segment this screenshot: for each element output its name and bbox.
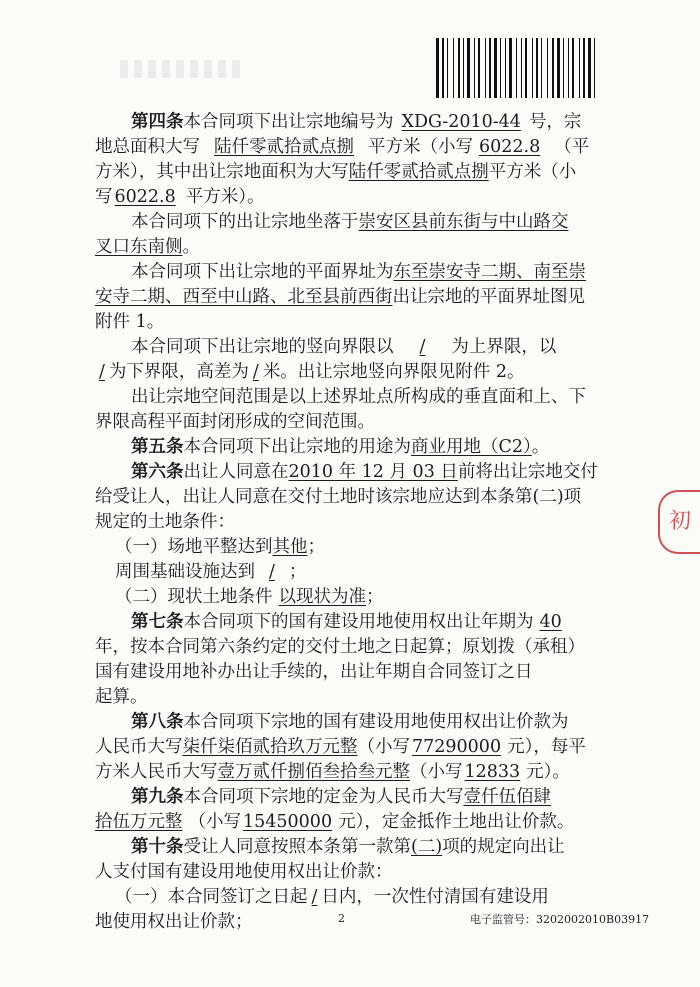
barcode-bar [539,38,540,98]
parcel-number: XDG-2010-44 [401,112,521,132]
article-label: 第六条 [131,462,184,482]
article4-space-line1: 出让宗地空间范围是以上述界址点所构成的垂直面和上、下 [131,387,586,407]
barcode-bar [586,38,587,98]
barcode-bar [596,38,598,98]
article-label: 第八条 [131,712,184,732]
barcode-bar [543,38,546,98]
barcode-bar [549,38,551,98]
barcode-bar [547,38,548,98]
transfer-area-upper: 陆仟零贰拾贰点捌 [348,162,489,182]
barcode-bar [500,38,501,98]
article4-boundary-line2: 安寺二期、西至中山路、北至县前西街出让宗地的平面界址图见 [95,287,585,307]
barcode-bar [572,38,574,98]
barcode-graphic [436,38,668,98]
barcode-bar [458,38,460,98]
article4-location-line1: 本合同项下的出让宗地坐落于崇安区县前东街与中山路交 [131,212,569,232]
upper-limit: / [419,337,426,357]
barcode-bar [561,38,562,98]
barcode-bar [478,38,480,98]
lower-limit: / [99,362,105,382]
barcode-bar [536,38,538,98]
parcel-location-2: 叉口东南侧 [95,237,183,257]
page-number: 2 [338,912,345,925]
barcode-bar [555,38,556,98]
land-condition: 以现状为准 [278,587,366,607]
article-label: 第七条 [131,612,184,632]
article10-item1-cont: 地使用权出让价款； [95,912,253,932]
barcode-bar [541,38,542,98]
barcode-bar [492,38,493,98]
barcode-bar [552,38,554,98]
payment-days: / [311,887,318,907]
deposit-upper-1: 壹仟伍佰肆 [463,787,551,807]
supervision-code: 电子监管号：3202002010B03917 [470,913,650,926]
article7-line3: 国有建设用地补办出让手续的，出让年期自合同签订之日 [95,662,533,682]
article5-line: 第五条本合同项下出让宗地的用途为商业用地（C2）。 [131,437,550,457]
barcode-bar [476,38,477,98]
article7-line2: 年，按本合同第六条约定的交付土地之日起算；原划拨（承租） [95,637,585,657]
article6-item1: （一）场地平整达到其他； [115,537,325,557]
article4-vertical-line2: / 为下界限，高差为 / 米。出让宗地竖向界限见附件 2。 [95,360,640,385]
article-label: 第五条 [131,437,184,457]
article-label: 第九条 [131,787,184,807]
barcode-bar [509,38,512,98]
land-use: 商业用地（C2） [411,437,532,457]
article7-line4: 起算。 [95,687,148,707]
barcode-bar [471,38,473,98]
barcode-bar [489,38,491,98]
height-diff: / [252,362,259,382]
barcode-bar [474,38,475,98]
barcode-bar [498,38,499,98]
barcode-bar [516,38,517,98]
barcode-bar [523,38,524,98]
article4-vertical-line1: 本合同项下出让宗地的竖向界限以 / 为上界限，以 [95,335,640,360]
barcode-bar [436,38,439,98]
unit-price-upper: 壹万贰仟捌佰叁拾叁元整 [217,762,410,782]
barcode-bar [563,38,564,98]
article10-item1: （一）本合同签订之日起 / 日内，一次性付清国有建设用 [95,885,640,910]
article4-boundary-line3: 附件 1。 [95,312,165,332]
barcode-bar [487,38,488,98]
barcode-bar [485,38,486,98]
barcode-bar [521,38,522,98]
infrastructure: / [269,562,275,582]
article4-line1: 第四条本合同项下出让宗地编号为 XDG-2010-44 号，宗 [95,110,640,135]
payment-clause: (二) [411,837,443,857]
barcode-bar [525,38,527,98]
article10-line2: 人支付国有建设用地使用权出让价款： [95,862,393,882]
barcode-bar [532,38,533,98]
article6-item2: 周围基础设施达到 / ； [95,560,640,585]
barcode-bar [557,38,560,98]
barcode-bar [507,38,508,98]
article-label: 第四条 [131,112,184,132]
article8-line2: 人民币大写柒仟柒佰贰拾玖万元整（小写 77290000 元），每平 [95,735,640,760]
barcode-bar [455,38,457,98]
barcode-bar [481,38,484,98]
article4-space-line2: 界限高程平面封闭形成的空间范围。 [95,412,375,432]
barcode-bar [447,38,448,98]
barcode-bar [565,38,567,98]
barcode-bar [588,38,591,98]
faint-header-mark [120,60,240,78]
unit-price-lower: 12833 [464,762,521,782]
article9-line1: 第九条本合同项下宗地的定金为人民币大写壹仟伍佰肆 [131,787,551,807]
article4-line2: 地总面积大写 陆仟零贰拾贰点捌 平方米（小写 6022.8 （平 [95,135,640,160]
article4-boundary-line1: 本合同项下出让宗地的平面界址为东至崇安寺二期、南至崇 [131,262,586,282]
barcode-bar [442,38,444,98]
article4-line3: 方米），其中出让宗地面积为大写陆仟零贰拾贰点捌平方米（小 [95,162,577,182]
barcode-bar [449,38,452,98]
barcode-bar [467,38,470,98]
deposit-upper-2: 拾伍万元整 [95,812,183,832]
article8-line1: 第八条本合同项下宗地的国有建设用地使用权出让价款为 [131,712,569,732]
article4-line4: 写 6022.8 平方米）。 [95,185,640,210]
article6-line1: 第六条出让人同意在2010 年 12 月 03 日前将出让宗地交付 [131,462,598,482]
article6-line2: 给受让人，出让人同意在交付土地时该宗地应达到本条第(二)项 [95,487,582,507]
red-seal-stamp: 初 [658,490,700,554]
price-upper: 柒仟柒佰贰拾玖万元整 [182,737,358,757]
barcode-bar [465,38,466,98]
barcode-bar [518,38,520,98]
barcode-bar [463,38,464,98]
price-lower: 77290000 [412,737,502,757]
total-area-upper: 陆仟零贰拾贰点捌 [214,137,354,157]
barcode-bar [579,38,580,98]
transfer-area-lower: 6022.8 [114,187,176,207]
document-body [95,110,640,935]
deposit-lower: 15450000 [243,812,333,832]
barcode-bar [528,38,531,98]
barcode-bar [570,38,571,98]
article10-line1: 第十条受让人同意按照本条第一款第(二)项的规定向出让 [131,837,565,857]
barcode-bar [581,38,582,98]
delivery-date: 2010 年 12 月 03 日 [288,462,458,482]
boundary-2: 安寺二期、西至中山路、北至县前西街 [95,287,393,307]
article9-line2: 拾伍万元整 （小写 15450000 元），定金抵作土地出让价款。 [95,810,640,835]
barcode-bar [440,38,441,98]
barcode-bar [568,38,569,98]
article4-location-line2: 叉口东南侧。 [95,237,200,257]
barcode-bar [583,38,585,98]
barcode-bar [445,38,446,98]
barcode-bar [594,38,595,98]
article7-line1: 第七条本合同项下的国有建设用地使用权出让年期为 40 [95,610,640,635]
barcode-bar [534,38,535,98]
barcode-bar [575,38,578,98]
total-area-lower: 6022.8 [479,137,541,157]
barcode-bar [513,38,515,98]
article6-line3: 规定的土地条件： [95,512,235,532]
barcode-bar [592,38,593,98]
site-leveling: 其他 [272,537,308,557]
barcode-bar [453,38,454,98]
article6-item3: （二）现状土地条件 以现状为准； [95,585,640,610]
article-label: 第十条 [131,837,184,857]
boundary-1: 东至崇安寺二期、南至崇 [393,262,586,282]
term-years: 40 [539,612,562,632]
barcode-bar [502,38,504,98]
barcode-bar [494,38,497,98]
parcel-location-1: 崇安区县前东街与中山路交 [358,212,569,232]
barcode-bar [461,38,462,98]
article8-line3: 方米人民币大写壹万贰仟捌佰叁拾叁元整（小写 12833 元）。 [95,760,640,785]
barcode-bar [505,38,506,98]
